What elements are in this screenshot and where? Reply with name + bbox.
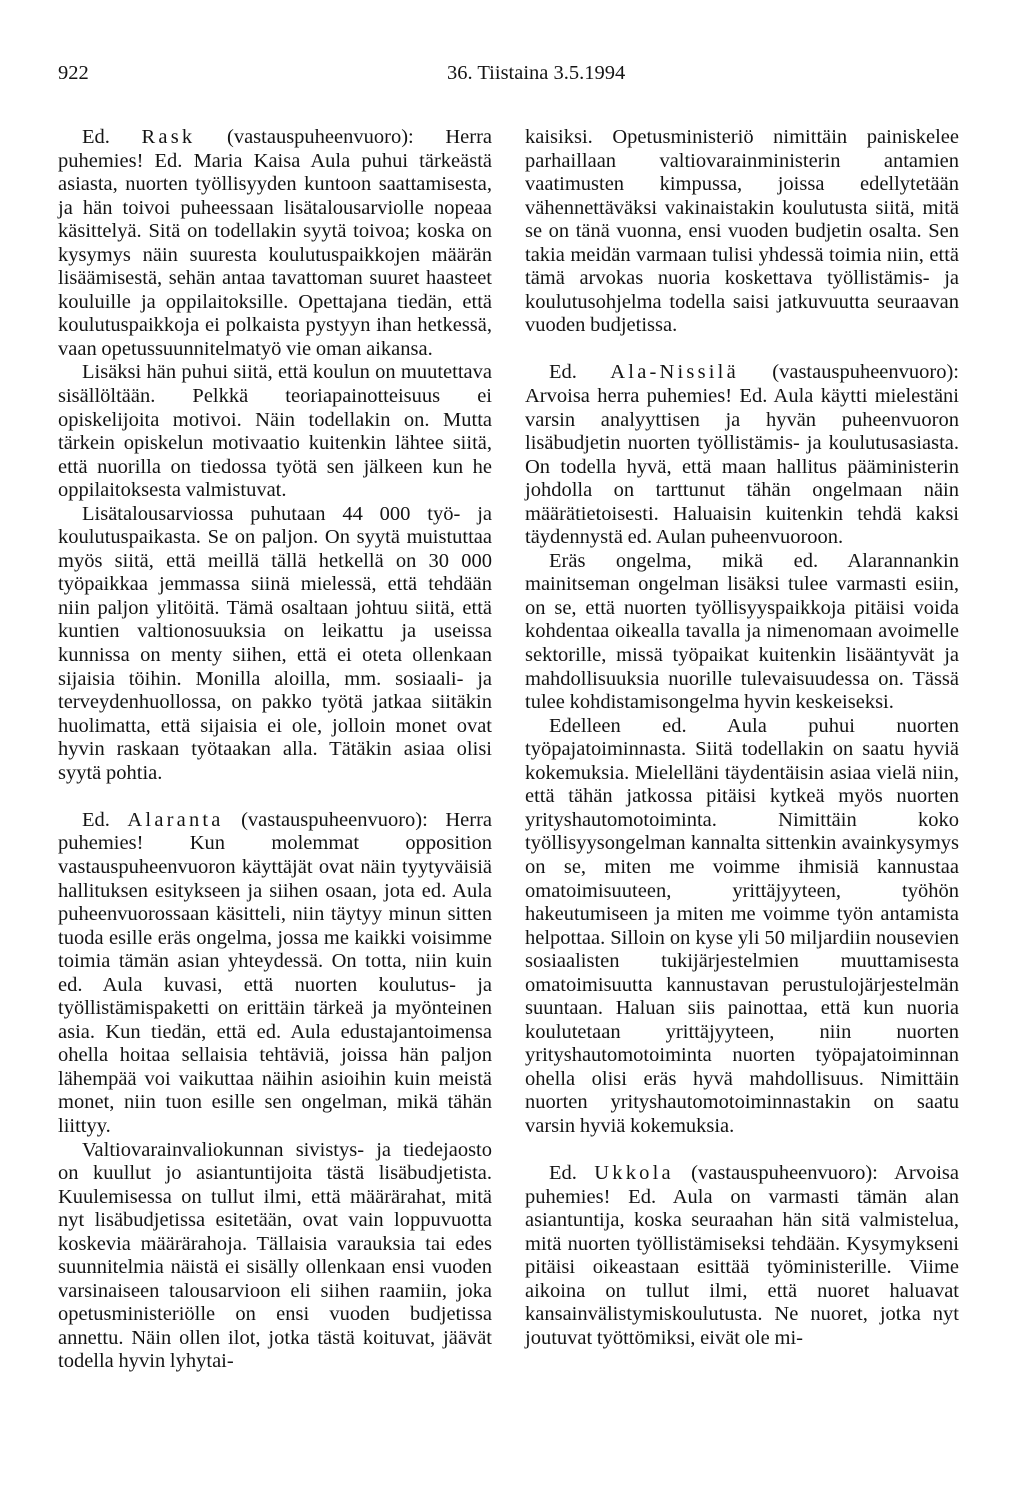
speech-prefix: Ed. [82, 126, 142, 148]
speech-text: (vastauspuheenvuoro): Herra puhemies! Ed. Maria Kaisa Aula puhui tärkeästä asiasta, nuorten työllisyyden kuntoon saattamisesta, ja hän toivoi puheessaan lisätalousarviolle nopeaa käsittelyä. Sitä on todellakin syytä toivoa; koska on kysymys näin suuresta koulutuspaikkojen määrän lisäämisestä, sehän antaa tavattoman suuret haasteet kouluille ja oppilaitoksille. Opettajana tiedän, että koulutuspaikkoja ei polkaista pystyyn ihan hetkessä, vaan opetussuunnitelmatyö vie oman aikansa. [58, 126, 493, 360]
speech-rask [58, 126, 492, 361]
paragraph: Lisäksi hän puhui siitä, että koulun on muutettava sisällöltään. Pelkkä teoriapainotteisuus ei opiskelijoita motivoi. Näin todellakin on. Mutta tärkein opiskelun motivaatio kuitenkin lähtee siitä, että nuorilla on tiedossa työtä sen jälkeen kun he oppilaitoksesta valmistuvat. [58, 361, 492, 502]
running-header [58, 62, 988, 92]
paragraph: Edelleen ed. Aula puhui nuorten työpajatoiminnasta. Siitä todellakin on saatu hyviä kokemuksia. Mielelläni täydentäisin asiaa vielä niin, että tähän jatkossa pitäisi kytkeä myös nuorten yrityshautomotoiminta. Nimittäin koko työllisyysongelman kannalta sittenkin avainkysymys on se, miten me voimme ihmisiä kannustaa omatoimisuuteen, yrittäjyyteen, työhön hakeutumiseen ja miten me voimme työn antamista helpottaa. Silloin on kyse yli 50 miljardiin nousevien sosiaalisten tukijärjestelmien muuttamisesta omatoimisuutta kannustavan perustulojärjestelmän suuntaan. Haluan siis painottaa, että kun nuoria koulutetaan yrittäjyyteen, niin nuorten yrityshautomotoiminta nuorten työpajatoiminnan ohella olisi eräs hyvä mahdollisuus. Nimittäin nuorten yrityshautomotoiminnastakin on saatu varsin hyviä kokemuksia. [525, 714, 959, 1137]
speech-text: (vastauspuheenvuoro): Arvoisa herra puhemies! Ed. Aula käytti mielestäni varsin analyyttisen ja hyvän puheenvuoron lisäbudjetin nuorten työllistämis- ja koulutusasiasta. On todella hyvä, että maan hallitus pääministerin johdolla on tarttunut tähän ongelmaan näin määrätietoisesti. Haluaisin kuitenkin tehdä kaksi täydennystä ed. Aulan puheenvuoroon. [525, 361, 959, 549]
speaker-name: Rask [141, 126, 196, 148]
continuation-paragraph: kaisiksi. Opetusministeriö nimittäin painiskelee parhaillaan valtiovarainministerin antamien vaatimusten kimpussa, joissa edellytetään vähennettäväksi vakinaistakin koulutusta siitä, mitä se on tänä vuonna, ensi vuoden budjetin osalta. Sen takia meidän varmaan tulisi yhdessä toimia niin, että tämä arvokas nuoria koskettava työllistämis- ja koulutusohjelma todella saisi jatkuvuutta seuraavan vuoden budjetissa. [525, 126, 959, 337]
speech-alaranta [58, 809, 492, 1139]
speech-text: (vastauspuheenvuoro): Arvoisa puhemies! Ed. Aula on varmasti tämän alan asiantuntija, koska seuraahan hän sitä valmistelua, mitä nuorten työllistämiseksi tehdään. Kysymykseni pitäisi oikeastaan esittää työministerille. Viime aikoina on tullut ilmi, että nuoret haluavat kansainvälistymiskoulutusta. Ne nuoret, jotka nyt joutuvat työttömiksi, eivät ole mi- [525, 1162, 959, 1349]
speaker-name: Ukkola [594, 1162, 674, 1185]
speaker-name: Ala-Nissilä [610, 361, 739, 384]
speech-prefix: Ed. [549, 361, 611, 384]
page-number: 922 [58, 62, 89, 84]
paragraph: Eräs ongelma, mikä ed. Alarannankin mainitseman ongelman lisäksi tulee varmasti esiin, on se, että nuorten työllisyyspaikkoja pitäisi voida kohdentaa oikealla tavalla ja nimenomaan avoimelle sektorille, missä työpaikat kuitenkin lisääntyvät ja mahdollisuuksia nuorille tulevaisuudessa on. Tässä tulee kohdistamisongelma hyvin keskeiseksi. [525, 549, 959, 714]
issue-header: 36. Tiistaina 3.5.1994 [447, 62, 626, 84]
speech-ala-nissila [525, 361, 959, 549]
paragraph: Valtiovarainvaliokunnan sivistys- ja tiedejaosto on kuullut jo asiantuntijoita tästä lisäbudjetista. Kuulemisessa on tullut ilmi, että määrärahat, mitä nyt lisäbudjetissa esitetään, ovat vain loppuvuotta koskevia määrärahoja. Tällaisia varauksia tai edes suunnitelmia näistä ei sisälly ollenkaan ensi vuoden varsinaiseen talousarvioon eli siihen raamiin, joka opetusministeriölle on ensi vuoden budjetissa annettu. Näin ollen ilot, jotka tästä koituvat, jäävät todella hyvin lyhytai- [58, 1138, 492, 1373]
paragraph: Lisätalousarviossa puhutaan 44 000 työ- ja koulutuspaikasta. Se on paljon. On syytä muistuttaa myös siitä, että meillä tällä hetkellä on 30 000 työpaikkaa jemmassa siinä mielessä, että tehdään niin paljon ylitöitä. Tämä osaltaan johtuu siitä, että kuntien valtionosuuksia on leikattu ja useissa kunnissa on menty siihen, että ei oteta ollenkaan sijaisia töihin. Monilla aloilla, mm. sosiaali- ja terveydenhuollossa, on pakko työtä jatkaa siitäkin huolimatta, että sijaisia ei ole, jolloin monet ovat hyvin raskaan työtaakan alla. Tätäkin asiaa olisi syytä pohtia. [58, 502, 492, 784]
speaker-name: Alaranta [127, 808, 224, 831]
left-column [58, 126, 492, 1374]
right-column [525, 126, 959, 1350]
speech-prefix: Ed. [549, 1162, 595, 1185]
speech-text: (vastauspuheenvuoro): Herra puhemies! Kun molemmat opposition vastauspuheenvuoron käyttäjät ovat näin tyytyväisiä hallituksen esitykseen ja siihen osaan, jota ed. Aula puheenvuorossaan käsitteli, niin täytyy minun sitten tuoda esille eräs ongelma, jossa me kaikki voisimme toimia tämän asian yhteydessä. On totta, niin kuin ed. Aula kuvasi, että nuorten koulutus- ja työllistämispaketti on erittäin tärkeä ja myönteinen asia. Kun tiedän, että ed. Aula edustajantoimensa ohella hoitaa sellaisia tehtäviä, joissa hän paljon lähempää voi vaikuttaa näihin asioihin kuin meistä monet, niin tuon esille sen ongelman, mikä tähän liittyy. [58, 808, 493, 1137]
speech-ukkola [525, 1162, 959, 1350]
speech-prefix: Ed. [82, 808, 128, 831]
